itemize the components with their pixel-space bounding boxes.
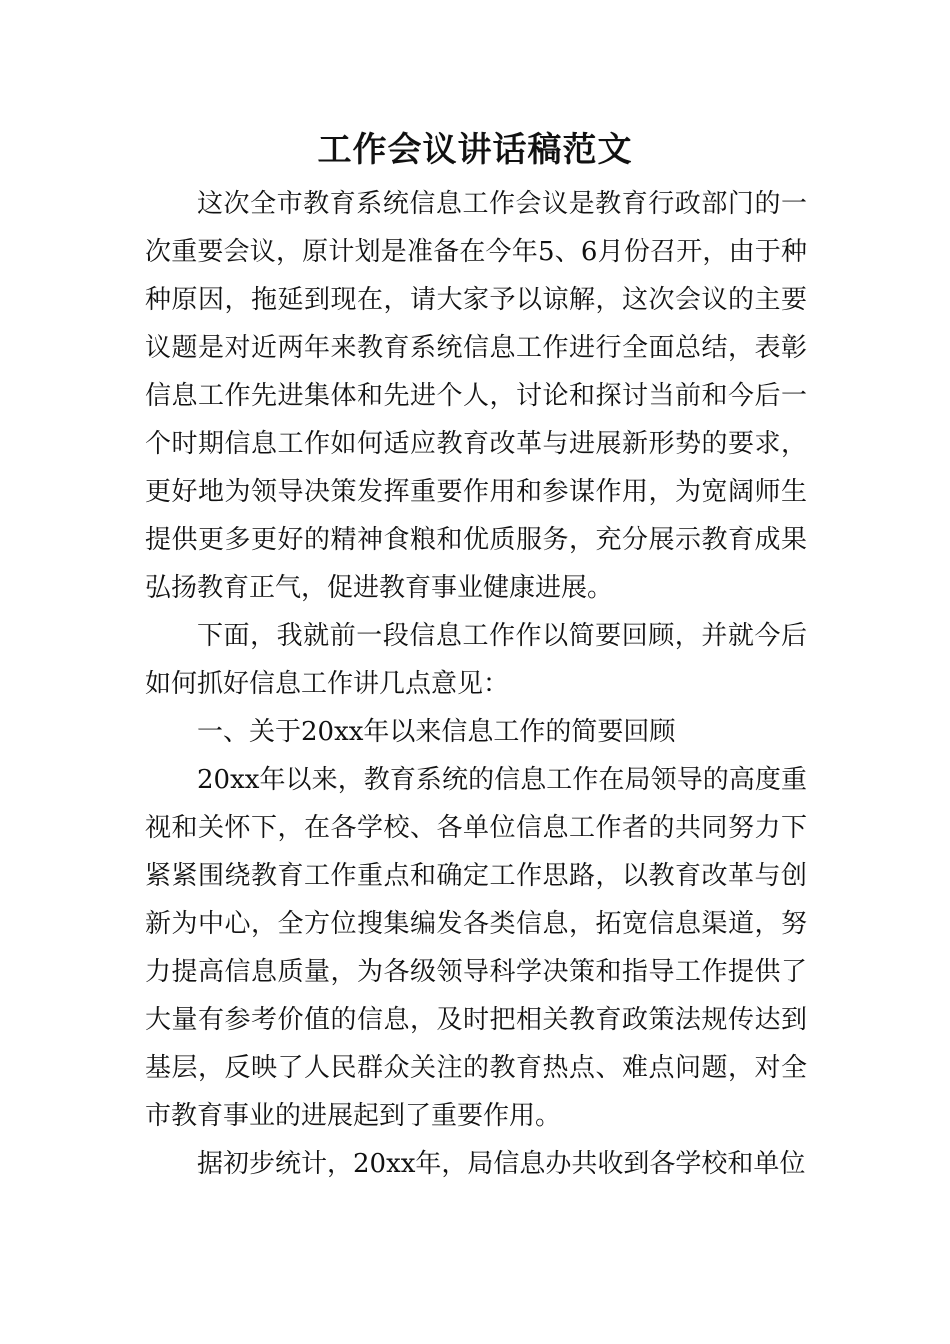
paragraph-review: 20xx年以来，教育系统的信息工作在局领导的高度重视和关怀下，在各学校、各单位信息工作者的共同努力下紧紧围绕教育工作重点和确定工作思路，以教育改革与创新为中心，全方位搜集编发各类信息，拓宽信息渠道，努力提高信息质量，为各级领导科学决策和指导工作提供了大量有参考价值的信息，及时把相关教育政策法规传达到基层，反映了人民群众关注的教育热点、难点问题，对全市教育事业的进展起到了重要作用。 [145,765,807,1131]
paragraph-overview: 下面，我就前一段信息工作作以简要回顾，并就今后如何抓好信息工作讲几点意见： [145,621,807,699]
document-body [145,180,807,1188]
paragraph-intro: 这次全市教育系统信息工作会议是教育行政部门的一次重要会议，原计划是准备在今年5、6月份召开，由于种种原因，拖延到现在，请大家予以谅解，这次会议的主要议题是对近两年来教育系统信息工作进行全面总结，表彰信息工作先进集体和先进个人，讨论和探讨当前和今后一个时期信息工作如何适应教育改革与进展新形势的要求，更好地为领导决策发挥重要作用和参谋作用，为宽阔师生提供更多更好的精神食粮和优质服务，充分展示教育成果弘扬教育正气，促进教育事业健康进展。 [145,189,807,603]
paragraph-statistics: 据初步统计，20xx年，局信息办共收到各学校和单位 [197,1149,806,1179]
section-heading-review: 一、关于20xx年以来信息工作的简要回顾 [197,717,676,747]
document-title: 工作会议讲话稿范文 [317,130,633,170]
